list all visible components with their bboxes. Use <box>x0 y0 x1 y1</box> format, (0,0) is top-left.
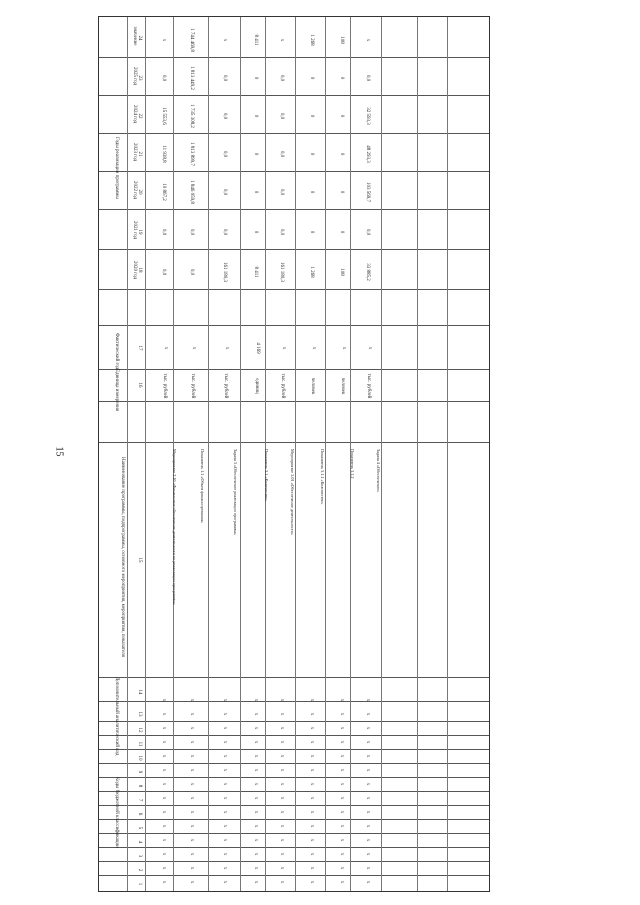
row-fact: х <box>367 346 372 350</box>
row-value: 103 569,7 <box>365 182 370 202</box>
code-mark: х <box>309 740 314 744</box>
row-divider <box>240 17 241 891</box>
row-value: 0,0 <box>222 74 227 82</box>
row-description: Показатель 3.1 «Количество» <box>264 449 269 502</box>
code-mark: х <box>161 796 166 800</box>
code-mark: х <box>253 740 258 744</box>
column-number: 16 <box>137 382 142 388</box>
page-number: 15 <box>53 446 65 457</box>
column-number: 2 <box>137 868 142 872</box>
code-mark: х <box>279 754 284 758</box>
row-value: 0,0 <box>365 74 370 82</box>
code-mark: х <box>339 698 344 702</box>
row-unit: единиц <box>254 378 259 394</box>
column-number: 6 <box>137 812 142 816</box>
code-mark: х <box>365 740 370 744</box>
code-mark: х <box>339 768 344 772</box>
column-divider <box>99 861 489 862</box>
code-mark: х <box>222 824 227 828</box>
code-mark: х <box>365 754 370 758</box>
row-fact: 4 169 <box>255 342 260 354</box>
row-description: Задача 3 «Обеспечение реализации программы» <box>233 449 238 536</box>
code-mark: х <box>189 698 194 702</box>
column-divider <box>99 209 489 210</box>
code-mark: х <box>222 740 227 744</box>
code-mark: х <box>339 852 344 856</box>
column-number: 12 <box>137 727 142 733</box>
column-divider <box>99 749 489 750</box>
code-mark: х <box>339 866 344 870</box>
row-divider <box>417 17 418 891</box>
code-mark: х <box>222 866 227 870</box>
code-mark: х <box>309 712 314 716</box>
code-mark: х <box>279 810 284 814</box>
code-mark: х <box>365 726 370 730</box>
row-value: 161 180,3 <box>279 262 284 282</box>
row-value: 0,0 <box>279 74 284 82</box>
code-mark: х <box>253 880 258 884</box>
code-mark: х <box>189 796 194 800</box>
code-mark: х <box>253 852 258 856</box>
row-value: 0,0 <box>222 112 227 120</box>
code-mark: х <box>339 740 344 744</box>
column-divider <box>99 171 489 172</box>
code-mark: х <box>253 838 258 842</box>
row-divider <box>447 17 448 891</box>
row-value: 0,0 <box>279 188 284 196</box>
code-mark: х <box>253 712 258 716</box>
code-mark: х <box>161 698 166 702</box>
code-mark: х <box>309 852 314 856</box>
row-description: Показатель 3.1.1 «Количество» <box>320 449 325 505</box>
code-mark: х <box>253 824 258 828</box>
code-mark: х <box>189 838 194 842</box>
column-divider <box>99 369 489 370</box>
code-mark: х <box>222 726 227 730</box>
year-label: 2023 год <box>132 142 137 162</box>
row-value: 15 553,6 <box>161 107 166 125</box>
code-mark: х <box>253 796 258 800</box>
code-mark: х <box>189 810 194 814</box>
column-number: 19 <box>137 229 142 235</box>
column-divider <box>99 701 489 702</box>
code-mark: х <box>339 838 344 842</box>
code-mark: х <box>365 782 370 786</box>
row-final: х <box>222 38 227 42</box>
column-number: 3 <box>137 854 142 858</box>
year-label: 2025 год <box>132 66 137 86</box>
code-mark: х <box>222 810 227 814</box>
column-number: 15 <box>137 557 142 563</box>
column-divider <box>99 735 489 736</box>
year-label: 2024 год <box>132 104 137 124</box>
column-divider <box>99 791 489 792</box>
row-value: 0 <box>339 190 344 194</box>
column-number: 11 <box>137 741 142 747</box>
column-number: 18 <box>137 267 142 273</box>
code-mark: х <box>309 726 314 730</box>
row-description: Мероприятие 2.10 «Финансовое обеспечение деятельности по реализации программы» <box>172 449 177 606</box>
column-divider <box>99 819 489 820</box>
column-divider <box>99 721 489 722</box>
code-mark: х <box>222 796 227 800</box>
column-number: 5 <box>137 826 142 830</box>
code-mark: х <box>339 782 344 786</box>
code-mark: х <box>365 768 370 772</box>
code-mark: х <box>365 712 370 716</box>
code-mark: х <box>222 712 227 716</box>
code-mark: х <box>189 726 194 730</box>
code-mark: х <box>253 754 258 758</box>
column-divider <box>99 325 489 326</box>
code-mark: х <box>222 838 227 842</box>
row-value: 0 <box>339 230 344 234</box>
row-value: 0,0 <box>161 74 166 82</box>
code-mark: х <box>161 782 166 786</box>
code-mark: х <box>161 754 166 758</box>
row-value: 0,0 <box>161 268 166 276</box>
code-mark: х <box>279 698 284 702</box>
row-final: х <box>161 38 166 42</box>
row-fact: х <box>281 346 286 350</box>
row-unit: тыс. рублей <box>280 373 285 399</box>
row-value: 1 813 899,7 <box>189 142 194 166</box>
row-value: 0,0 <box>279 228 284 236</box>
row-value: 1 735 308,2 <box>189 104 194 128</box>
code-mark: х <box>339 754 344 758</box>
header-forecast: Годы реализации программы <box>114 137 119 199</box>
header-program-code: Коды бюджетной классификации <box>114 777 119 848</box>
row-value: 0 <box>253 230 258 234</box>
column-number: 7 <box>137 798 142 802</box>
header-analytic-code: Дополнительный аналитический код <box>114 677 119 756</box>
row-final: 8 411 <box>253 34 258 46</box>
code-mark: х <box>365 866 370 870</box>
header-fact-2019: Фактический год <box>114 333 119 370</box>
header-unit: Единица измерения <box>114 369 119 412</box>
row-value: 0,0 <box>189 268 194 276</box>
row-value: 0 <box>339 152 344 156</box>
row-value: 8 411 <box>253 266 258 278</box>
column-divider <box>99 289 489 290</box>
row-divider <box>208 17 209 891</box>
year-label: 2022 год <box>132 180 137 200</box>
code-mark: х <box>309 880 314 884</box>
column-divider <box>99 442 489 443</box>
code-mark: х <box>161 712 166 716</box>
row-description: Показатель 1.1 «Объем финансирования» <box>200 449 205 524</box>
code-mark: х <box>222 852 227 856</box>
code-mark: х <box>339 796 344 800</box>
code-mark: х <box>189 754 194 758</box>
code-mark: х <box>189 824 194 828</box>
column-divider <box>99 875 489 876</box>
code-mark: х <box>161 880 166 884</box>
row-final: 1 744 469,8 <box>189 28 194 52</box>
code-mark: х <box>309 768 314 772</box>
row-final: х <box>279 38 284 42</box>
row-unit: человек <box>310 377 315 395</box>
row-divider <box>295 17 296 891</box>
column-divider <box>99 833 489 834</box>
code-mark: х <box>309 754 314 758</box>
code-mark: х <box>189 866 194 870</box>
row-value: 10 867,2 <box>161 183 166 201</box>
row-value: 0 <box>309 152 314 156</box>
column-divider <box>99 805 489 806</box>
row-value: 0,0 <box>222 188 227 196</box>
column-number: 23 <box>137 75 142 81</box>
code-mark: х <box>253 810 258 814</box>
column-number: 20 <box>137 189 142 195</box>
code-mark: х <box>189 782 194 786</box>
column-number: 4 <box>137 840 142 844</box>
row-value: 1 813 449,2 <box>189 66 194 90</box>
code-mark: х <box>309 810 314 814</box>
row-fact: х <box>224 346 229 350</box>
column-number: 21 <box>137 151 142 157</box>
code-mark: х <box>279 852 284 856</box>
row-value: 11 938,8 <box>161 145 166 163</box>
column-divider <box>99 95 489 96</box>
row-divider <box>127 17 128 891</box>
code-mark: х <box>253 768 258 772</box>
code-mark: х <box>189 768 194 772</box>
code-mark: х <box>309 824 314 828</box>
row-value: 0 <box>253 114 258 118</box>
column-number: 1 <box>137 882 142 886</box>
code-mark: х <box>222 782 227 786</box>
code-mark: х <box>339 810 344 814</box>
code-mark: х <box>161 852 166 856</box>
row-value: 0 <box>309 76 314 80</box>
row-value: 0 <box>253 76 258 80</box>
column-divider <box>99 133 489 134</box>
code-mark: х <box>161 740 166 744</box>
code-mark: х <box>309 698 314 702</box>
row-value: 161 180,3 <box>222 262 227 282</box>
row-unit: человек <box>340 377 345 395</box>
row-value: 0,0 <box>365 228 370 236</box>
row-final: 108 <box>339 36 344 44</box>
row-value: 108 <box>339 268 344 276</box>
row-value: 0,0 <box>189 228 194 236</box>
column-divider <box>99 401 489 402</box>
code-mark: х <box>279 838 284 842</box>
row-unit: тыс. рублей <box>162 373 167 399</box>
row-value: 0,0 <box>279 112 284 120</box>
code-mark: х <box>279 712 284 716</box>
column-number: 24 <box>137 35 142 41</box>
row-description: Мероприятие 3.01 «Обеспечение деятельности» <box>290 449 295 535</box>
row-final: 1 268 <box>309 34 314 46</box>
column-number: 10 <box>137 755 142 761</box>
code-mark: х <box>161 866 166 870</box>
row-unit: тыс. рублей <box>223 373 228 399</box>
code-mark: х <box>309 796 314 800</box>
code-mark: х <box>365 880 370 884</box>
code-mark: х <box>279 740 284 744</box>
code-mark: х <box>365 852 370 856</box>
row-divider <box>145 17 146 891</box>
row-description: Показатель 3.1.2 <box>350 449 355 479</box>
code-mark: х <box>309 866 314 870</box>
code-mark: х <box>365 824 370 828</box>
code-mark: х <box>161 768 166 772</box>
column-number: 9 <box>137 770 142 774</box>
code-mark: х <box>189 712 194 716</box>
row-value: 1 268 <box>309 266 314 278</box>
row-fact: х <box>341 346 346 350</box>
row-value: 0 <box>253 152 258 156</box>
code-mark: х <box>161 726 166 730</box>
row-value: 32 593,3 <box>365 107 370 125</box>
code-mark: х <box>309 782 314 786</box>
code-mark: х <box>279 796 284 800</box>
row-value: 0 <box>309 114 314 118</box>
row-value: 48 293,3 <box>365 145 370 163</box>
row-final: х <box>365 38 370 42</box>
row-value: 33 885,2 <box>365 263 370 281</box>
row-description: Задача 4 «Обеспечение» <box>376 449 381 493</box>
code-mark: х <box>339 712 344 716</box>
code-mark: х <box>339 824 344 828</box>
row-divider <box>381 17 382 891</box>
row-fact: х <box>163 346 168 350</box>
code-mark: х <box>279 824 284 828</box>
row-divider <box>325 17 326 891</box>
column-number: 22 <box>137 113 142 119</box>
row-fact: х <box>311 346 316 350</box>
row-unit: тыс. рублей <box>366 373 371 399</box>
code-mark: х <box>279 880 284 884</box>
code-mark: х <box>309 838 314 842</box>
code-mark: х <box>189 852 194 856</box>
year-label: значение <box>132 26 137 46</box>
row-value: 0 <box>339 76 344 80</box>
row-value: 0,0 <box>279 150 284 158</box>
column-number: 17 <box>137 345 142 351</box>
code-mark: х <box>339 726 344 730</box>
code-mark: х <box>279 866 284 870</box>
column-number: 14 <box>137 689 142 695</box>
row-value: 0 <box>339 114 344 118</box>
code-mark: х <box>253 726 258 730</box>
code-mark: х <box>189 880 194 884</box>
code-mark: х <box>222 754 227 758</box>
row-value: 0,0 <box>222 228 227 236</box>
code-mark: х <box>365 810 370 814</box>
row-unit: тыс. рублей <box>190 373 195 399</box>
row-value: 0 <box>309 190 314 194</box>
code-mark: х <box>253 782 258 786</box>
code-mark: х <box>279 768 284 772</box>
code-mark: х <box>161 838 166 842</box>
code-mark: х <box>279 782 284 786</box>
document-table <box>98 16 490 892</box>
row-value: 0,0 <box>222 150 227 158</box>
code-mark: х <box>161 810 166 814</box>
row-value: 0,0 <box>161 228 166 236</box>
code-mark: х <box>222 768 227 772</box>
column-divider <box>99 777 489 778</box>
header-name: Наименование программы, подпрограммы, основного мероприятия, мероприятия, показателя <box>120 457 125 657</box>
code-mark: х <box>339 880 344 884</box>
column-divider <box>99 249 489 250</box>
row-fact: х <box>191 346 196 350</box>
column-divider <box>99 847 489 848</box>
code-mark: х <box>279 726 284 730</box>
year-label: 2021 год <box>132 220 137 240</box>
row-value: 0 <box>253 190 258 194</box>
year-label: 2020 год <box>132 260 137 280</box>
row-value: 0 <box>309 230 314 234</box>
code-mark: х <box>253 866 258 870</box>
code-mark: х <box>161 824 166 828</box>
column-divider <box>99 57 489 58</box>
code-mark: х <box>365 796 370 800</box>
column-divider <box>99 763 489 764</box>
code-mark: х <box>365 698 370 702</box>
code-mark: х <box>253 698 258 702</box>
column-number: 8 <box>137 784 142 788</box>
row-value: 1 846 059,8 <box>189 180 194 204</box>
code-mark: х <box>222 698 227 702</box>
code-mark: х <box>189 740 194 744</box>
code-mark: х <box>222 880 227 884</box>
code-mark: х <box>365 838 370 842</box>
column-number: 13 <box>137 711 142 717</box>
